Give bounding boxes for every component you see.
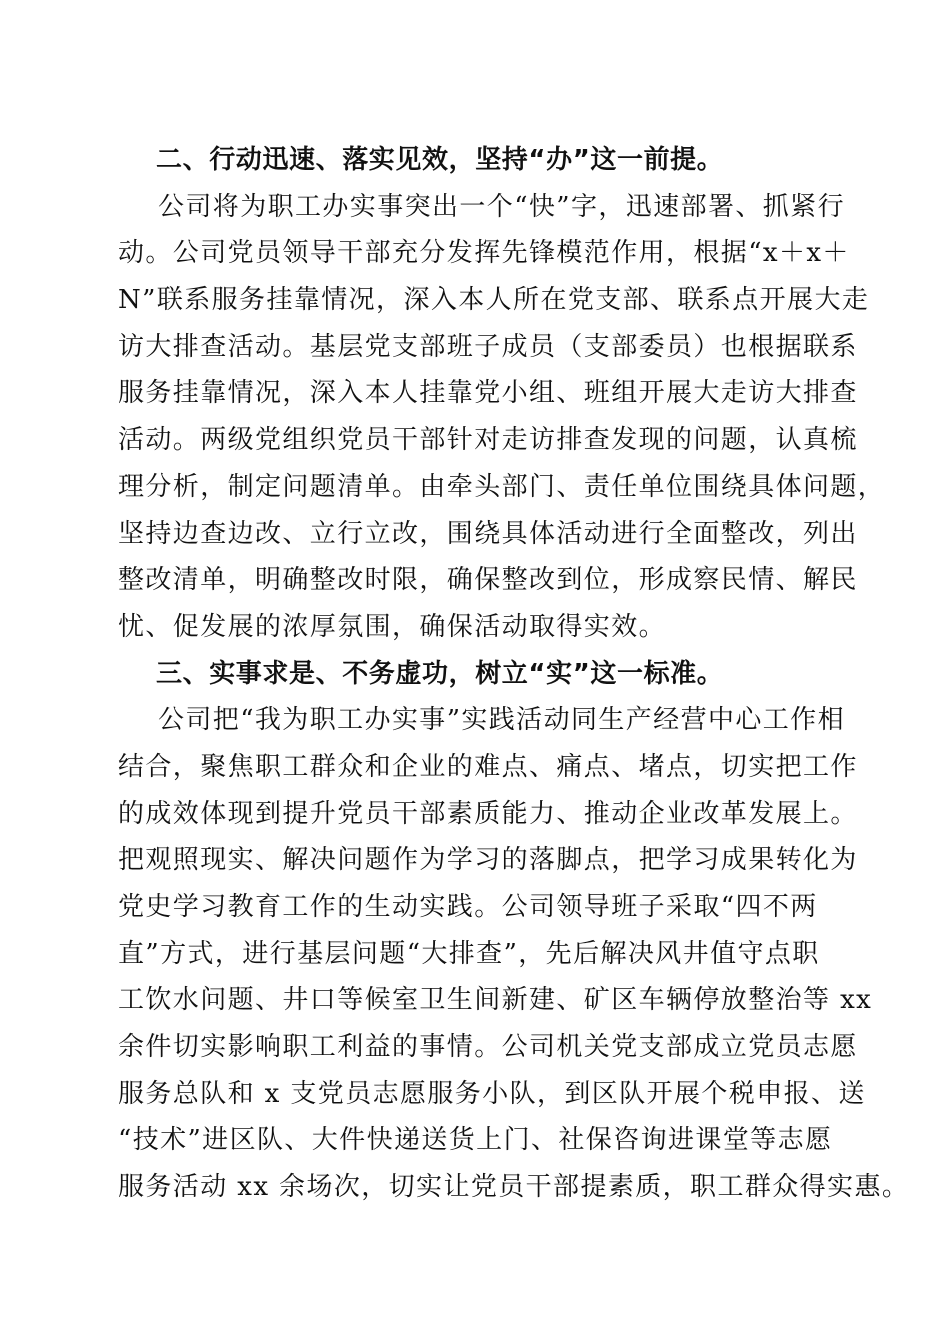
- paragraph-line: 把观照现实、解决问题作为学习的落脚点，把学习成果转化为: [118, 845, 858, 876]
- paragraph-line: 结合，聚焦职工群众和企业的难点、痛点、堵点，切实把工作: [118, 751, 858, 782]
- paragraph-line: 理分析，制定问题清单。由牵头部门、责任单位围绕具体问题，: [118, 471, 886, 502]
- paragraph-line: 活动。两级党组织党员干部针对走访排查发现的问题，认真梳: [118, 425, 858, 456]
- document-body: [118, 137, 910, 1211]
- paragraph-line: 公司将为职工办实事突出一个“快”字，迅速部署、抓紧行: [158, 191, 845, 222]
- paragraph-line: 访大排查活动。基层党支部班子成员（支部委员）也根据联系: [118, 331, 858, 362]
- paragraph-line: 余件切实影响职工利益的事情。公司机关党支部成立党员志愿: [118, 1032, 858, 1063]
- paragraph-line: 动。公司党员领导干部充分发挥先锋模范作用，根据“x＋x＋: [118, 238, 850, 269]
- paragraph-line: 的成效体现到提升党员干部素质能力、推动企业改革发展上。: [118, 798, 858, 829]
- paragraph-line: 直”方式，进行基层问题“大排查”，先后解决风井值守点职: [118, 938, 820, 969]
- paragraph-line: 工饮水问题、井口等候室卫生间新建、矿区车辆停放整治等 xx: [118, 985, 873, 1016]
- paragraph-line: 党史学习教育工作的生动实践。公司领导班子采取“四不两: [118, 892, 818, 922]
- section-heading: 二、行动迅速、落实见效，坚持“办”这一前提。: [156, 145, 724, 175]
- paragraph-line: 服务活动 xx 余场次，切实让党员干部提素质，职工群众得实惠。: [118, 1172, 910, 1203]
- paragraph-line: N”联系服务挂靠情况，深入本人所在党支部、联系点开展大走: [118, 285, 870, 316]
- paragraph-line: 整改清单，明确整改时限，确保整改到位，形成察民情、解民: [118, 565, 858, 596]
- paragraph-line: 坚持边查边改、立行立改，围绕具体活动进行全面整改，列出: [118, 518, 858, 549]
- paragraph-line: 服务挂靠情况，深入本人挂靠党小组、班组开展大走访大排查: [118, 378, 858, 409]
- paragraph-line: 服务总队和 x 支党员志愿服务小队，到区队开展个税申报、送: [118, 1078, 866, 1109]
- section-heading: 三、实事求是、不务虚功，树立“实”这一标准。: [156, 658, 724, 689]
- paragraph-line: 忧、促发展的浓厚氛围，确保活动取得实效。: [118, 611, 667, 642]
- paragraph-line: “技术”进区队、大件快递送货上门、社保咨询进课堂等志愿: [118, 1125, 833, 1156]
- paragraph-line: 公司把“我为职工办实事”实践活动同生产经营中心工作相: [158, 705, 845, 736]
